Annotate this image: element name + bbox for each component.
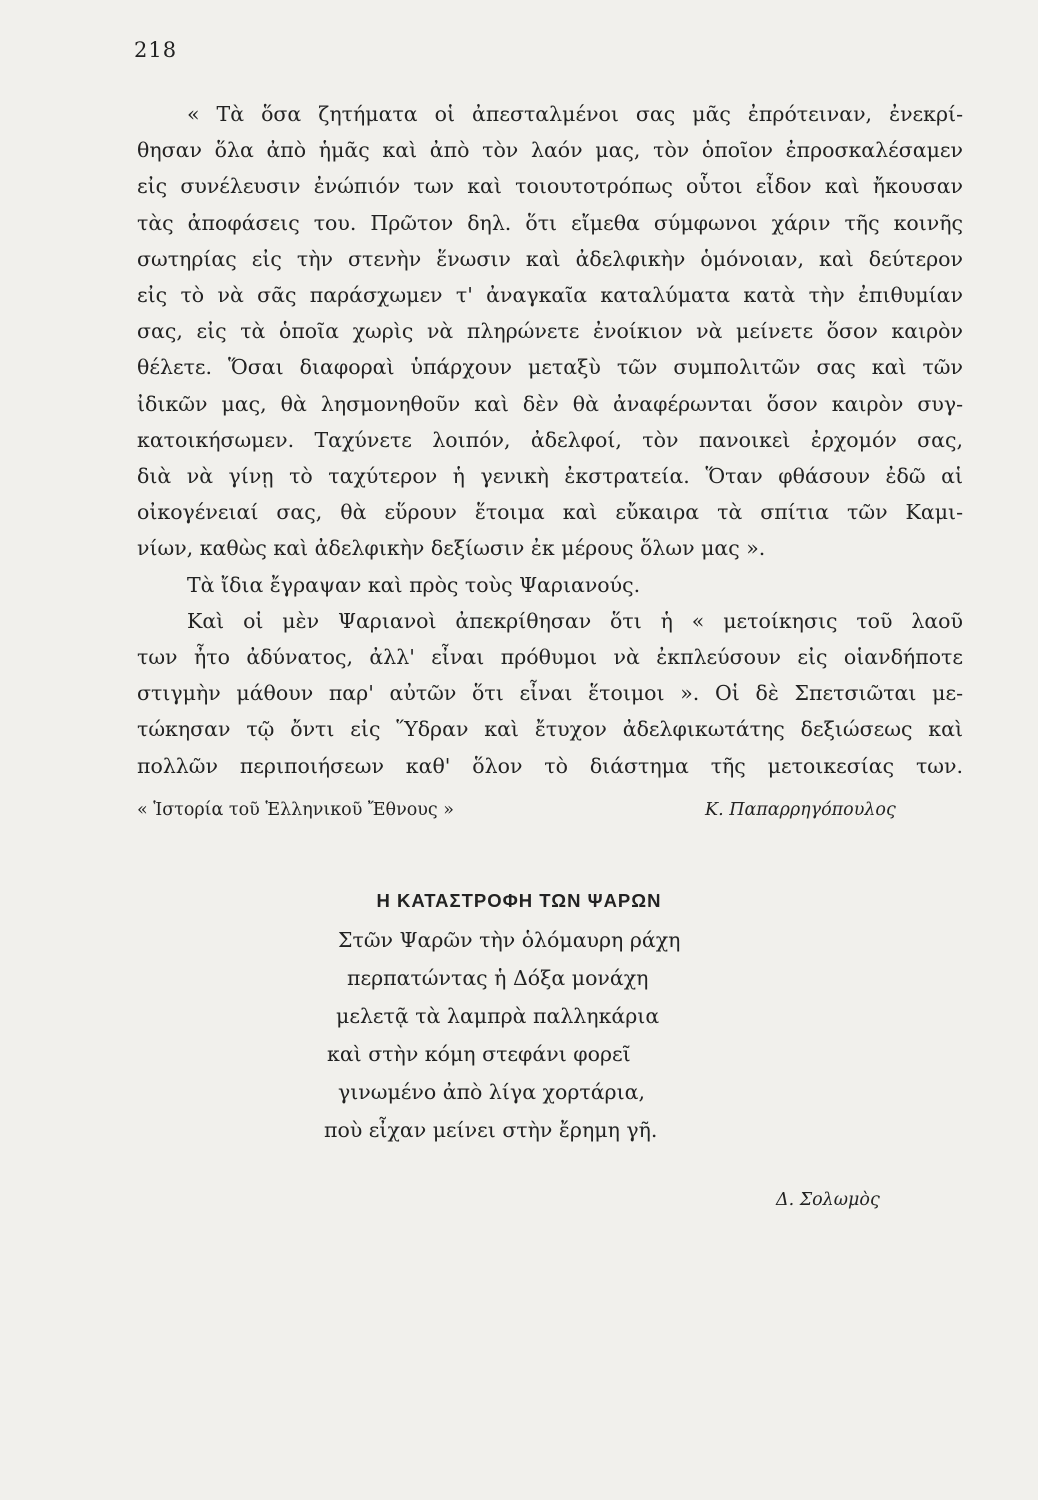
text-line: θησαν ὅλα ἀπὸ ἡμᾶς καὶ ἀπὸ τὸν λαόν μας, τὸν ὁποῖον ἐπροσκαλέσαμεν <box>137 138 963 163</box>
poem-author: Δ. Σολωμὸς <box>776 1190 880 1210</box>
source-author: Κ. Παπαρρηγόπουλος <box>705 800 896 820</box>
poem-title: Η ΚΑΤΑΣΤΡΟΦΗ ΤΩΝ ΨΑΡΩΝ <box>376 890 662 911</box>
text-line: κατοικήσωμεν. Ταχύνετε λοιπόν, ἀδελφοί, τὸν πανοικεὶ ἐρχομόν σας, <box>137 427 963 452</box>
poem-line: γινωμένο ἀπὸ λίγα χορτάρια, <box>338 1080 645 1104</box>
text-line: τὰς ἀποφάσεις του. Πρῶτον δηλ. ὅτι εἴμεθα σύμφωνοι χάριν τῆς κοινῆς <box>137 210 963 235</box>
text-line: θέλετε. Ὅσαι διαφοραὶ ὑπάρχουν μεταξὺ τῶν συμπολιτῶν σας καὶ τῶν <box>137 355 963 380</box>
text-line: οἰκογένειαί σας, θὰ εὕρουν ἕτοιμα καὶ εὔκαιρα τὰ σπίτια τῶν Καμι- <box>137 500 963 525</box>
page-number: 218 <box>134 38 178 62</box>
text-line: σας, εἰς τὰ ὁποῖα χωρὶς νὰ πληρώνετε ἐνοίκιον νὰ μείνετε ὅσον καιρὸν <box>137 319 963 344</box>
text-line: εἰς συνέλευσιν ἐνώπιόν των καὶ τοιουτοτρόπως οὗτοι εἶδον καὶ ἤκουσαν <box>137 174 963 199</box>
prose-body <box>137 96 963 784</box>
text-line: Καὶ οἱ μὲν Ψαριανοὶ ἀπεκρίθησαν ὅτι ἡ « μετοίκησις τοῦ λαοῦ <box>187 608 963 633</box>
text-line: σωτηρίας εἰς τὴν στενὴν ἕνωσιν καὶ ἀδελφικὴν ὁμόνοιαν, καὶ δεύτερον <box>137 246 963 271</box>
text-line: « Τὰ ὅσα ζητήματα οἱ ἀπεσταλμένοι σας μᾶς ἐπρότειναν, ἐνεκρί- <box>187 102 963 126</box>
text-line: πολλῶν περιποιήσεων καθ' ὅλον τὸ διάστημα τῆς μετοικεσίας των. <box>137 753 963 778</box>
text-line: ἰδικῶν μας, θὰ λησμονηθοῦν καὶ δὲν θὰ ἀναφέρωνται ὅσον καιρὸν συγ- <box>137 391 963 416</box>
text-line: τώκησαν τῷ ὄντι εἰς Ὕδραν καὶ ἔτυχον ἀδελφικωτάτης δεξιώσεως καὶ <box>137 717 963 742</box>
text-line: στιγμὴν μάθουν παρ' αὐτῶν ὅτι εἶναι ἕτοιμοι ». Οἱ δὲ Σπετσιῶται με- <box>137 681 963 706</box>
text-line: εἰς τὸ νὰ σᾶς παράσχωμεν τ' ἀναγκαῖα καταλύματα κατὰ τὴν ἐπιθυμίαν <box>137 283 963 308</box>
text-line: Τὰ ἴδια ἔγραψαν καὶ πρὸς τοὺς Ψαριανούς. <box>187 572 641 597</box>
text-line: διὰ νὰ γίνῃ τὸ ταχύτερον ἡ γενικὴ ἐκστρατεία. Ὅταν φθάσουν ἐδῶ αἱ <box>137 464 963 489</box>
text-line: νίων, καθὼς καὶ ἀδελφικὴν δεξίωσιν ἐκ μέρους ὅλων μας ». <box>137 536 766 561</box>
poem-line: μελετᾷ τὰ λαμπρὰ παλληκάρια <box>336 1004 660 1028</box>
poem-line: περπατώντας ἡ Δόξα μονάχη <box>347 966 649 990</box>
text-line: των ἦτο ἀδύνατος, ἀλλ' εἶναι πρόθυμοι νὰ ἐκπλεύσουν εἰς οἱανδήποτε <box>137 645 963 670</box>
source-work: « Ἱστορία τοῦ Ἑλληνικοῦ Ἔθνους » <box>137 800 454 820</box>
poem-line: καὶ στὴν κόμη στεφάνι φορεῖ <box>327 1042 631 1066</box>
poem-line: Στῶν Ψαρῶν τὴν ὁλόμαυρη ράχη <box>338 928 681 952</box>
poem-line: ποὺ εἶχαν μείνει στὴν ἔρημη γῆ. <box>324 1118 658 1142</box>
